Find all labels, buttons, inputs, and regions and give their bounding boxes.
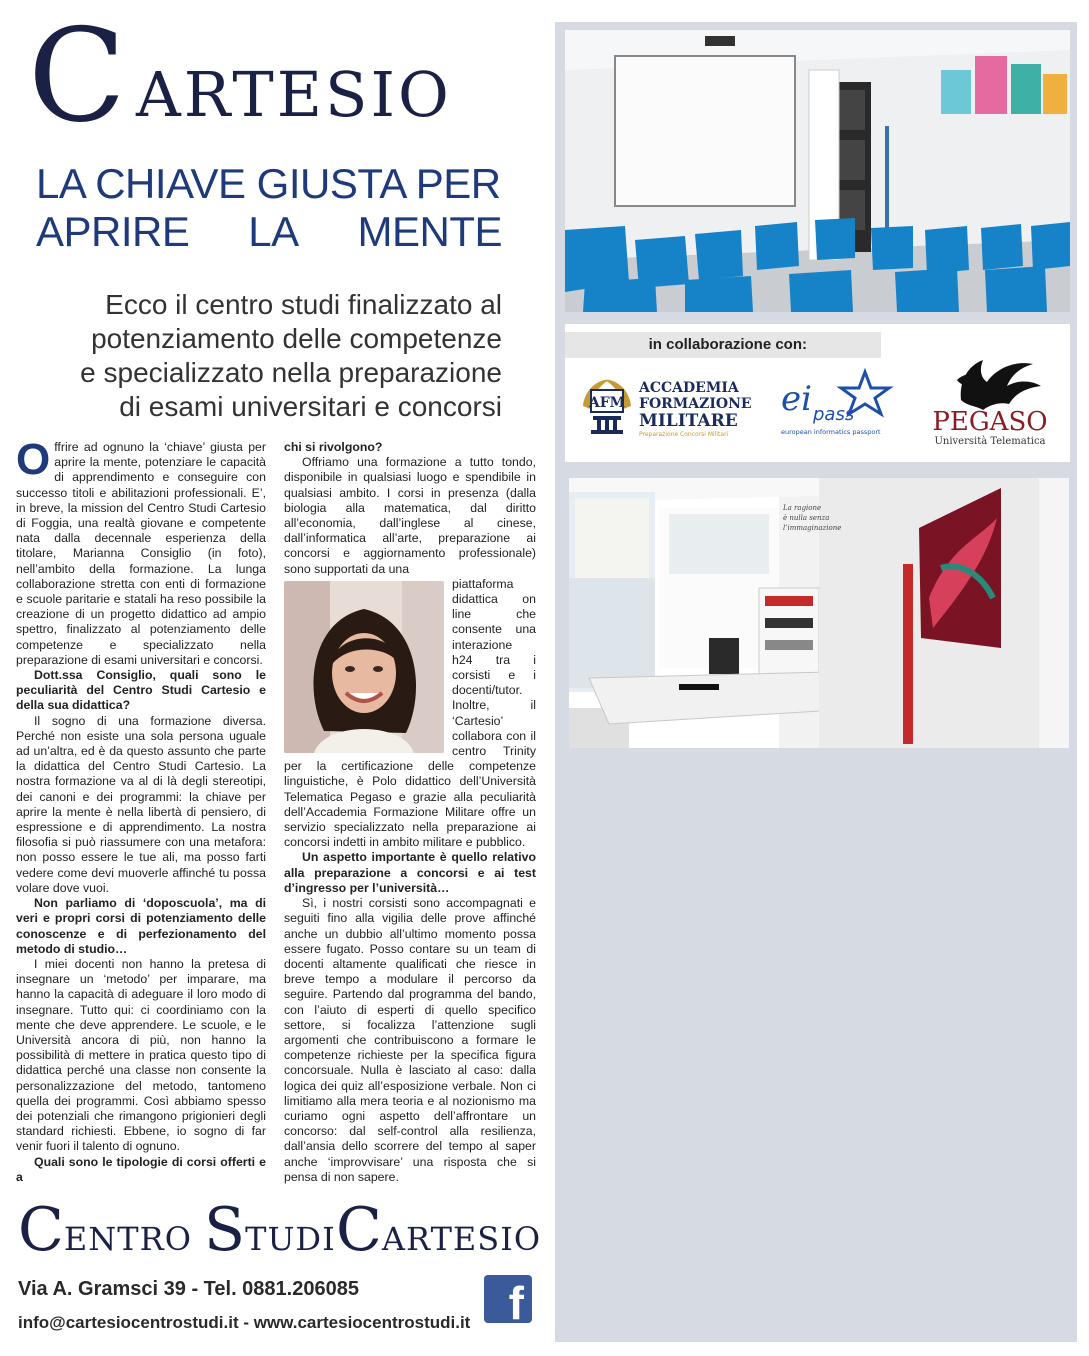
drop-cap: O: [16, 435, 51, 484]
svg-text:ei: ei: [781, 379, 812, 419]
intro-paragraph: Offrire ad ognuno la ‘chiave’ giusta per aprire la mente, potenziare le capacità di apprendimento e conseguire con successo titoli e abilitazioni professionali. E’, in breve, la mission del Centro Studi Cartesio di Foggia, una realtà giovane e competente nata dalla decennale esperienza della titolare, Marianna Consiglio (in foto), nell’ambito della formazione. La lunga collaborazione stretta con enti di formazione e scuole paritarie e statali ha reso possibile la creazione di un progetto didattico ad ampio spettro, finalizzato al potenziamento delle competenze e specializzato nella preparazione di esami universitari e concorsi.: [16, 435, 266, 667]
masthead-rest: ARTESIO: [136, 58, 452, 131]
pegaso-logo: [921, 352, 1059, 450]
collaboration-label: in collaborazione con:: [565, 332, 881, 358]
centro-studi-cartesio-logo: [18, 1195, 542, 1265]
headline: [36, 160, 502, 256]
svg-text:FORMAZIONE: FORMAZIONE: [639, 396, 752, 412]
headline-word-3: MENTE: [357, 208, 502, 255]
office-photo: [569, 478, 1069, 748]
facebook-icon[interactable]: f: [484, 1275, 532, 1323]
answer-2: I miei docenti non hanno la pretesa di insegnare un ‘metodo’ per imparare, ma hanno la capacità di adeguare il loro modo di insegnare. Tutto qui: ci coordiniamo con la mente che deve apprendere. Le scuole, e le Università ancora di più, non hanno la possibilità di mettere in pratica questo tipo di didattica perché una classe non consente la personalizzazione del metodo, tantomeno quella dei programmi. Così abbiamo spesso dei potenziali che rimangono prigionieri degli standard richiesti. Ebbene, io sogno di far venir fuori il talento di ognuno.: [16, 956, 266, 1154]
eipass-logo: [777, 368, 901, 440]
subtitle-line: e specializzato nella preparazione: [80, 357, 502, 388]
question-1: Dott.ssa Consiglio, quali sono le peculiarità del Centro Studi Cartesio e della sua didattica?: [16, 668, 266, 713]
svg-text:pass: pass: [813, 404, 855, 425]
brand-word-studi: STUDI: [204, 1195, 336, 1265]
answer-4: Sì, i nostri corsisti sono accompagnati e seguiti fino alla vigilia delle prove affinché anche un dubbio all’ultimo momento possa essere fugato. Posso contare su un team di docenti altamente qualificati che riesce in breve tempo a modulare il percorso da seguire. Partendo dal programma del bando, con l’aiuto di esperti di quello specifico settore, si focalizza l’attenzione sugli argomenti che contribuiscono a formare le competenze richieste per la specifica figura concorsuale. Nulla è lasciato al caso: dalla logica dei quiz all’esposizione verbale. Non ci limitiamo alla mera teoria e al nozionismo ma curiamo ogni aspetto dell’affrontare un concorso: dal self-control alla resilienza, dall’ansia dello scorrere del tempo al saper anche ‘improvvisare’ una risposta che si pensa di non sapere.: [284, 896, 536, 1184]
question-3-end: chi si rivolgono?: [284, 440, 383, 454]
svg-text:La ragione: La ragione: [783, 504, 822, 512]
question-2: Non parliamo di ‘doposcuola’, ma di veri e propri corsi di potenziamento delle conoscenze e di perfezionamento del metodo di studio…: [16, 896, 266, 956]
email-website[interactable]: info@cartesiocentrostudi.it - www.cartesiocentrostudi.it: [18, 1313, 471, 1332]
contacts: [18, 1276, 478, 1336]
headline-line-1: LA CHIAVE GIUSTA PER: [36, 160, 501, 207]
subtitle-line: Ecco il centro studi finalizzato al: [105, 289, 502, 320]
svg-text:MILITARE: MILITARE: [639, 411, 738, 431]
collaboration-box: [565, 324, 1070, 462]
svg-text:l’immaginazione: l’immaginazione: [783, 524, 842, 532]
svg-text:european informatics passport: european informatics passport: [781, 428, 881, 436]
brand-word-centro: CENTRO: [18, 1195, 192, 1265]
classroom-photo: [565, 30, 1070, 312]
svg-text:è nulla senza: è nulla senza: [783, 514, 830, 522]
headline-word-2: LA: [248, 208, 299, 255]
article-column-2: [284, 440, 536, 1185]
svg-text:ACCADEMIA: ACCADEMIA: [639, 380, 739, 396]
headline-line-2: [36, 208, 502, 256]
svg-text:PEGASO: PEGASO: [932, 407, 1048, 437]
afm-monogram: AFM: [588, 395, 626, 411]
subtitle-line: di esami universitari e concorsi: [119, 391, 502, 422]
article-column-1: [16, 435, 266, 1185]
masthead-initial: C: [28, 2, 122, 151]
portrait-photo: [284, 581, 444, 753]
svg-text:Università Telematica: Università Telematica: [934, 436, 1046, 447]
answer-3-end: piattaforma didattica on line che consente una interazione h24 tra i corsisti e i docenti/tutor. Inoltre, il ‘Cartesio’ collabora con il centro Trinity per la certificazione delle competenze linguistiche, è Polo didattico dell’Università Telematica Pegaso e grazie alla peculiarità dell’Accademia Formazione Militare offre un servizio specializzato nella preparazione ai concorsi indetti in ambito militare e pubblico.: [284, 576, 536, 850]
answer-1: Il sogno di una formazione diversa. Perché non esiste una sola persona uguale ad un’altra, ed è da questo assunto che parte la didattica del Centro Studi Cartesio. La nostra formazione va al di là degli stereotipi, dei canoni e dei programmi: la chiave per aprire la mente è nella libertà di pensiero, di espressione e di apprendimento. La nostra filosofia si può riassumere con una metafora: non posso essere le tue ali, ma posso farti vedere come devi muoverle affinché tu possa volare dove vuoi.: [16, 713, 266, 895]
question-3-start: Quali sono le tipologie di corsi offerti e a: [16, 1154, 266, 1184]
subtitle-line: potenziamento delle competenze: [91, 323, 502, 354]
answer-3-start: Offriamo una formazione a tutto tondo, disponibile in qualsiasi luogo e spendibile in qualsiasi ambito. I corsi in presenza (dalla biologia alla matematica, dal diritto all’economia, dall’inglese al cinese, dall’informatica all’arte, preparazione ai concorsi e aggiornamento professionale) sono supportati da una: [284, 455, 536, 576]
article-body: [16, 435, 538, 1184]
svg-text:Preparazione Concorsi Militari: Preparazione Concorsi Militari: [639, 431, 729, 438]
accademia-formazione-militare-logo: [579, 376, 759, 438]
brand-word-cartesio: CARTESIO: [336, 1195, 542, 1265]
headline-word-1: APRIRE: [36, 208, 190, 255]
subtitle: [36, 288, 502, 424]
address-phone: Via A. Gramsci 39 - Tel. 0881.206085: [18, 1278, 359, 1300]
question-4: Un aspetto importante è quello relativo alla preparazione a concorsi e ai test d’ingresso per l’università…: [284, 850, 536, 895]
